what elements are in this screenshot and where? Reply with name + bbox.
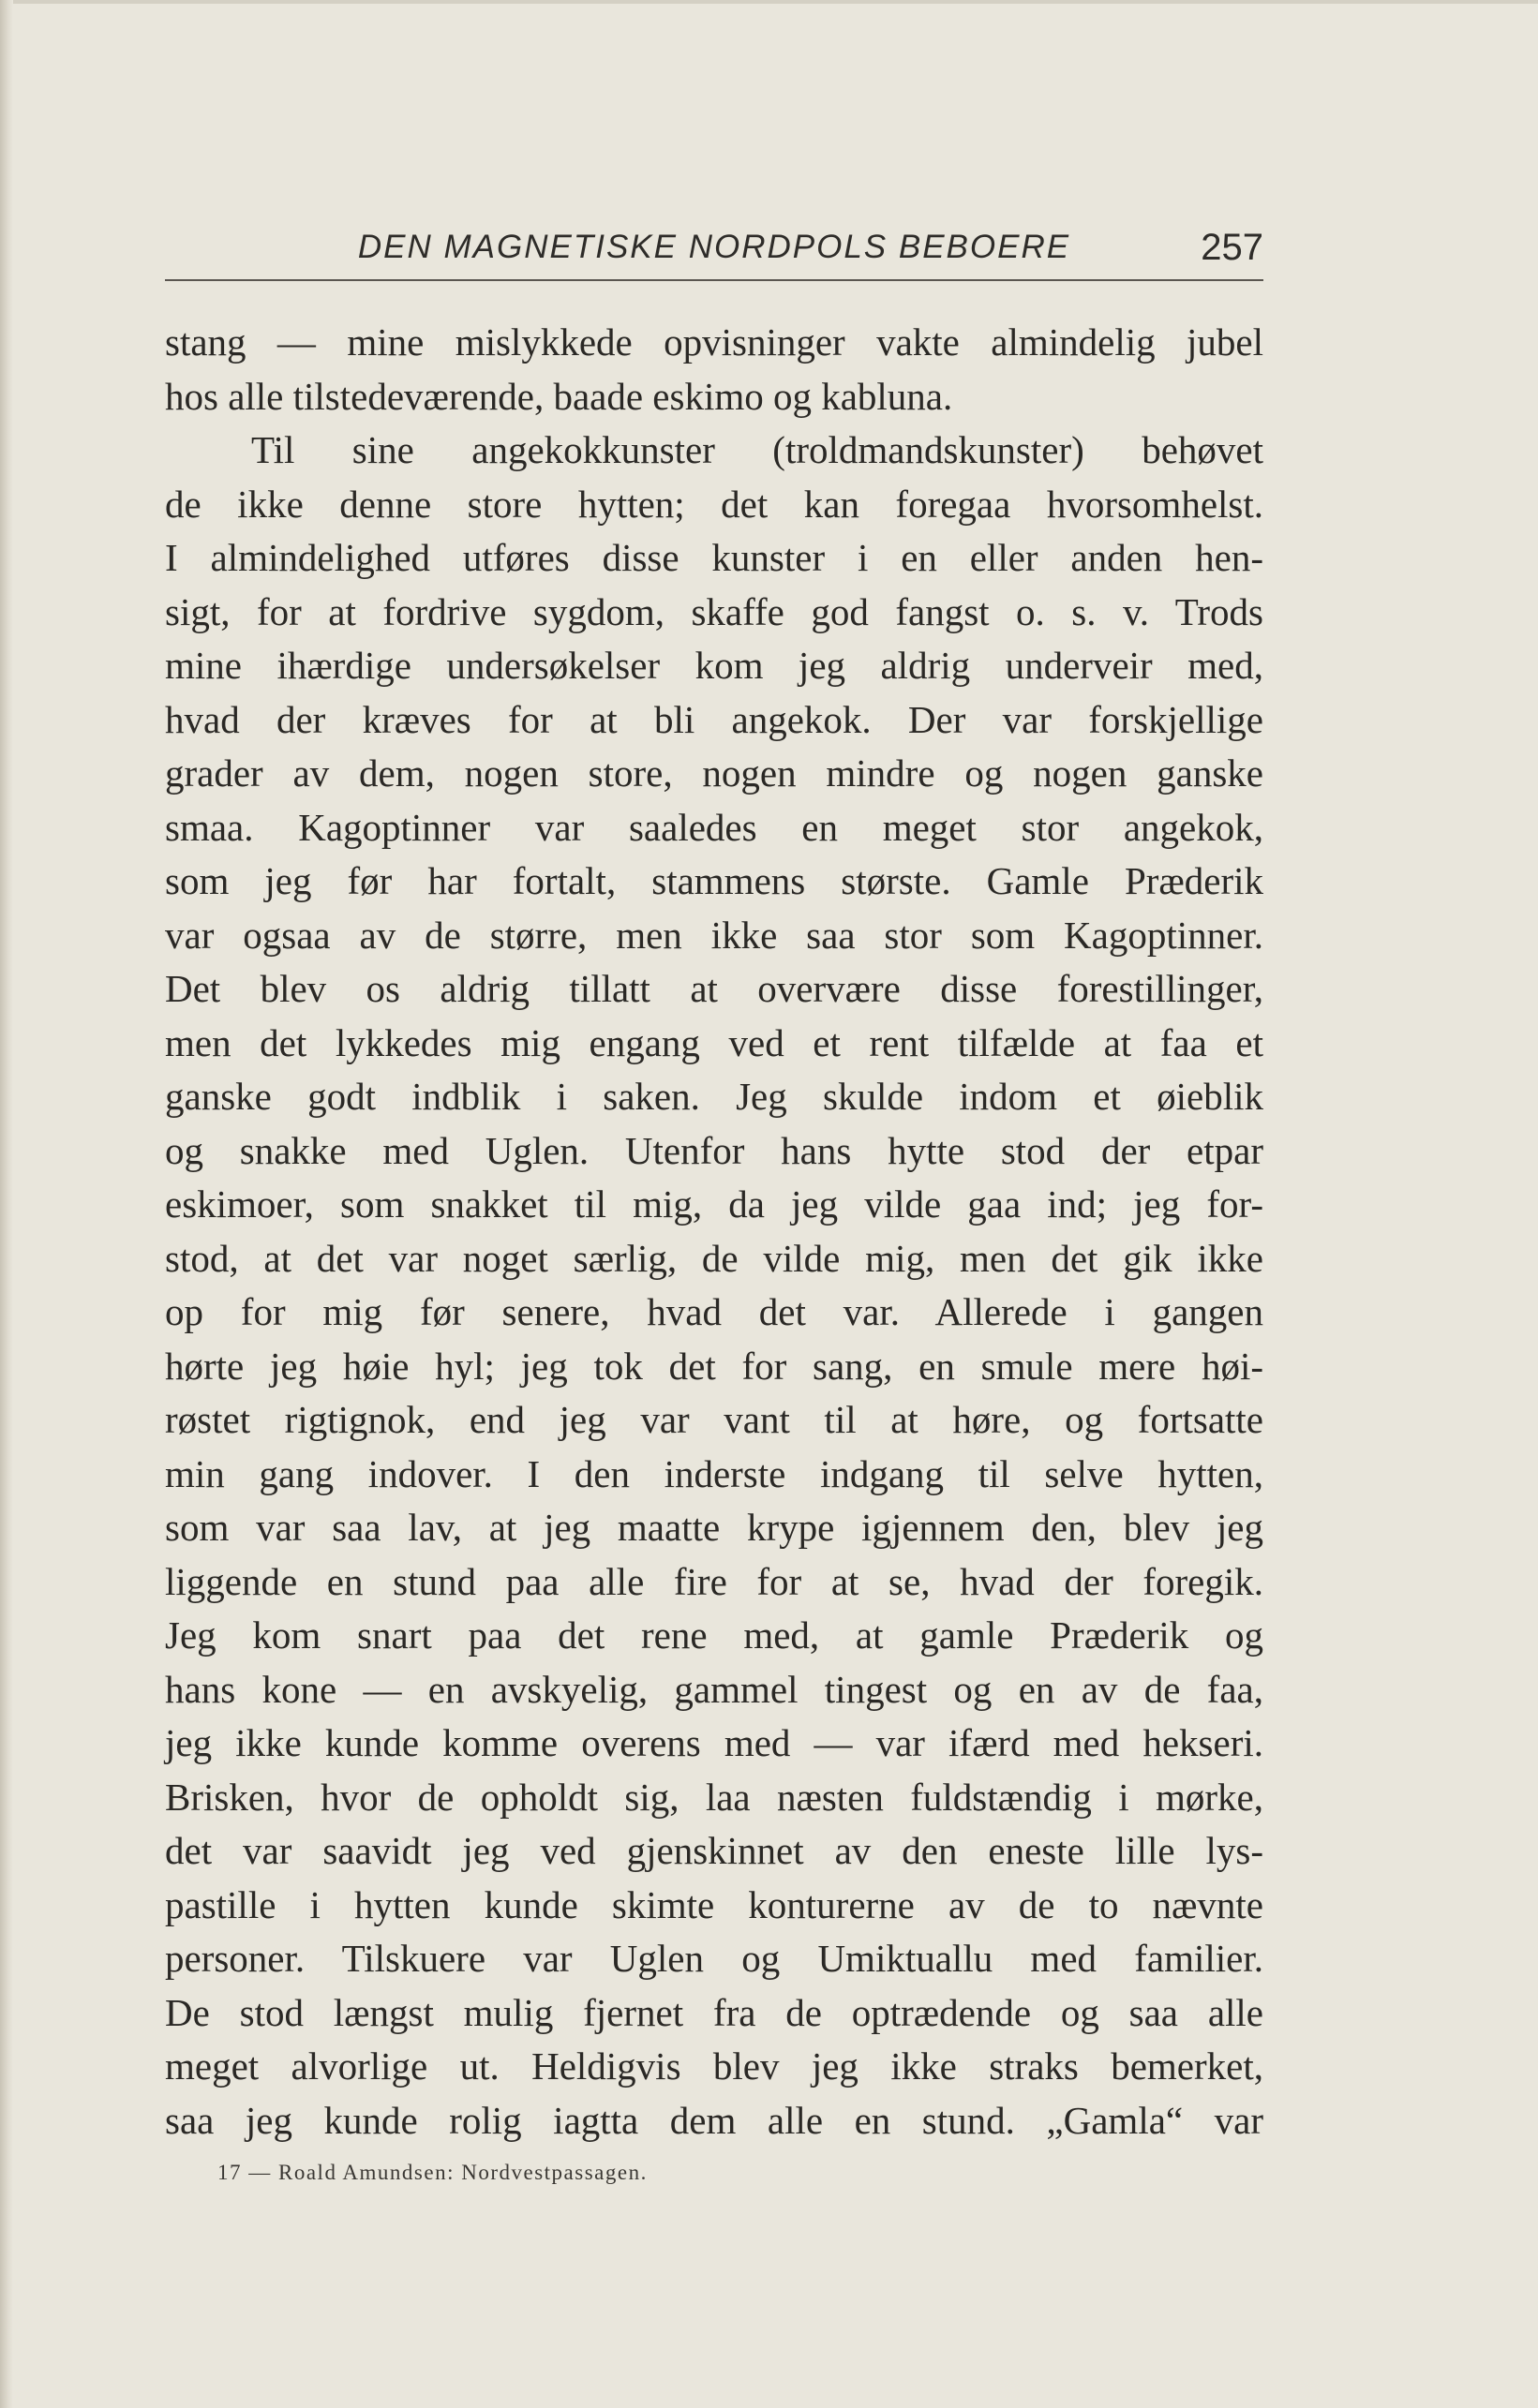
text-line: Det blev os aldrig tillatt at overvære disse forestillinger, bbox=[165, 967, 1263, 1010]
text-line: grader av dem, nogen store, nogen mindre og nogen ganske bbox=[165, 751, 1263, 795]
text-line: min gang indover. I den inderste indgang til selve hytten, bbox=[165, 1451, 1263, 1495]
text-line: sigt, for at fordrive sygdom, skaffe god fangst o. s. v. Trods bbox=[165, 589, 1263, 633]
text-line: de ikke denne store hytten; det kan foregaa hvorsomhelst. bbox=[165, 482, 1263, 526]
text-line: Brisken, hvor de opholdt sig, laa næsten fuldstændig i mørke, bbox=[165, 1775, 1263, 1819]
text-line: smaa. Kagoptinner var saaledes en meget stor angekok, bbox=[165, 805, 1263, 849]
body-text bbox=[165, 316, 1263, 2148]
text-line: og snakke med Uglen. Utenfor hans hytte stod der etpar bbox=[165, 1128, 1263, 1172]
page-binding-edge bbox=[0, 0, 13, 2408]
text-line: saa jeg kunde rolig iagtta dem alle en stund. „Gamla“ var bbox=[165, 2098, 1263, 2142]
text-line: stang — mine mislykkede opvisninger vakte almindelig jubel bbox=[165, 320, 1263, 364]
page-top-edge bbox=[0, 0, 1538, 4]
text-line: personer. Tilskuere var Uglen og Umiktuallu med familier. bbox=[165, 1937, 1263, 1980]
text-line: som jeg før har fortalt, stammens største. Gamle Præderik bbox=[165, 859, 1263, 902]
text-line: eskimoer, som snakket til mig, da jeg vilde gaa ind; jeg for- bbox=[165, 1182, 1263, 1226]
text-line: det var saavidt jeg ved gjenskinnet av den eneste lille lys- bbox=[165, 1829, 1263, 1872]
text-line: var ogsaa av de større, men ikke saa stor som Kagoptinner. bbox=[165, 913, 1263, 957]
text-line: pastille i hytten kunde skimte konturerne av de to nævnte bbox=[165, 1882, 1263, 1926]
text-line: hans kone — en avskyelig, gammel tingest og en av de faa, bbox=[165, 1667, 1263, 1711]
text-line: op for mig før senere, hvad det var. Allerede i gangen bbox=[165, 1290, 1263, 1333]
text-line: ganske godt indblik i saken. Jeg skulde indom et øieblik bbox=[165, 1075, 1263, 1118]
text-line: mine ihærdige undersøkelser kom jeg aldrig underveir med, bbox=[165, 644, 1263, 687]
text-line: Til sine angekokkunster (troldmandskunster) behøvet bbox=[251, 428, 1263, 471]
running-title: DEN MAGNETISKE NORDPOLS BEBOERE bbox=[357, 229, 1071, 265]
text-line: hørte jeg høie hyl; jeg tok det for sang, en smule mere høi- bbox=[165, 1344, 1263, 1388]
text-line: men det lykkedes mig engang ved et rent tilfælde at faa et bbox=[165, 1020, 1263, 1064]
text-line: liggende en stund paa alle fire for at se, hvad der foregik. bbox=[165, 1559, 1263, 1603]
text-line: som var saa lav, at jeg maatte krype igjennem den, blev jeg bbox=[165, 1506, 1263, 1549]
signature-footer: 17 — Roald Amundsen: Nordvestpassagen. bbox=[217, 2161, 648, 2184]
text-line: røstet rigtignok, end jeg var vant til at høre, og fortsatte bbox=[165, 1398, 1263, 1441]
text-line: De stod længst mulig fjernet fra de optrædende og saa alle bbox=[165, 1990, 1263, 2034]
text-line: hvad der kræves for at bli angekok. Der var forskjellige bbox=[165, 697, 1263, 741]
text-line: stod, at det var noget særlig, de vilde mig, men det gik ikke bbox=[165, 1236, 1263, 1280]
text-line: hos alle tilstedeværende, baade eskimo og kabluna. bbox=[165, 374, 953, 418]
text-line: jeg ikke kunde komme overens med — var ifærd med hekseri. bbox=[165, 1721, 1263, 1764]
text-line: I almindelighed utføres disse kunster i en eller anden hen- bbox=[165, 536, 1263, 579]
page-header bbox=[165, 223, 1263, 281]
text-line: Jeg kom snart paa det rene med, at gamle Præderik og bbox=[165, 1613, 1263, 1657]
text-line: meget alvorlige ut. Heldigvis blev jeg ikke straks bemerket, bbox=[165, 2044, 1263, 2088]
page-number: 257 bbox=[1201, 227, 1263, 268]
